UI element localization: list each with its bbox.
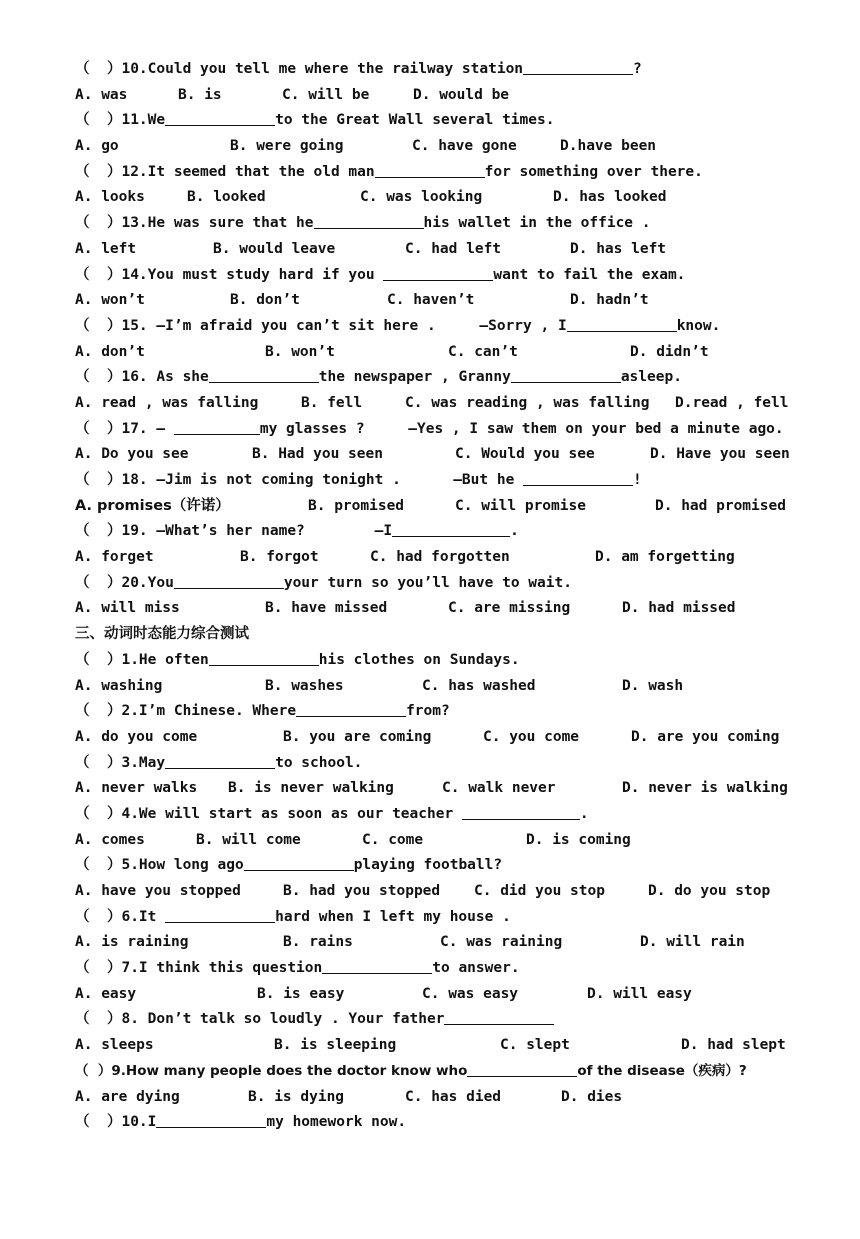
answer-blank[interactable] (444, 1008, 554, 1025)
question-text: my glasses ? —Yes , I saw them on your bed a minute ago. (259, 420, 784, 437)
option-c[interactable]: C. was looking (360, 189, 483, 206)
option-b[interactable]: B. rains (283, 934, 353, 951)
answer-blank[interactable] (165, 906, 275, 923)
worksheet (75, 57, 835, 1136)
option-a[interactable]: A. Do you see (75, 446, 189, 463)
option-a[interactable]: A. was (75, 86, 128, 103)
answer-blank[interactable] (165, 109, 275, 126)
question-text: （ ）13.He was sure that he (75, 215, 314, 232)
option-a[interactable]: A. promises（许诺） (75, 497, 230, 514)
question-text: my homework now. (266, 1114, 407, 1131)
question-text: （ ）14.You must study hard if you (75, 266, 384, 283)
options-line (75, 185, 835, 211)
option-d[interactable]: D. is coming (526, 831, 631, 848)
option-b[interactable]: B. would leave (213, 240, 336, 257)
question-text: （ ）9.How many people does the doctor know who (75, 1062, 468, 1079)
answer-blank[interactable] (523, 58, 633, 75)
answer-blank[interactable] (467, 1060, 577, 1077)
question-text: （ ）18. —Jim is not coming tonight . —But he (75, 472, 524, 488)
answer-blank[interactable] (209, 649, 319, 666)
option-d[interactable]: D. had slept (681, 1037, 786, 1054)
question-line (75, 519, 835, 545)
option-d[interactable]: D. never is walking (622, 780, 788, 797)
option-a[interactable]: A. will miss (75, 600, 180, 617)
option-b[interactable]: B. have missed (265, 600, 388, 617)
question-text: playing football? (353, 857, 503, 874)
answer-blank[interactable] (375, 161, 485, 178)
option-c[interactable]: C. come (362, 831, 424, 848)
option-a[interactable]: A. looks (75, 189, 145, 206)
question-line (75, 263, 835, 289)
option-b[interactable]: B. don’t (230, 292, 300, 309)
option-a[interactable]: A. never walks (75, 780, 198, 797)
options-line (75, 391, 835, 417)
option-c[interactable]: C. will be (282, 86, 370, 103)
options-line (75, 442, 835, 468)
option-a[interactable]: A. left (75, 240, 137, 257)
option-c[interactable]: C. had forgotten (370, 549, 510, 566)
question-text: the newspaper , Granny (318, 369, 511, 386)
option-d[interactable]: D.have been (560, 138, 657, 155)
answer-blank[interactable] (209, 366, 319, 383)
answer-blank[interactable] (174, 418, 260, 435)
options-line (75, 237, 835, 263)
option-b[interactable]: B. is (178, 86, 222, 103)
question-line (75, 1110, 835, 1136)
question-text: asleep. (620, 369, 682, 386)
option-c[interactable]: C. was raining (440, 934, 563, 951)
options-line (75, 596, 835, 622)
options-line (75, 1033, 835, 1059)
option-c[interactable]: C. have gone (412, 138, 517, 155)
question-line (75, 956, 835, 982)
question-line (75, 571, 835, 597)
option-d[interactable]: D. has looked (553, 189, 667, 206)
question-line (75, 1059, 835, 1085)
options-line (75, 1085, 835, 1111)
answer-blank[interactable] (174, 572, 284, 589)
question-line (75, 751, 835, 777)
option-d[interactable]: D. hadn’t (570, 292, 649, 309)
option-d[interactable]: D. do you stop (648, 883, 771, 899)
options-line (75, 982, 835, 1008)
question-text: （ ）15. —I’m afraid you can’t sit here . —Sorry , I (75, 317, 567, 334)
options-line (75, 930, 835, 956)
option-a[interactable]: A. won’t (75, 292, 145, 309)
option-c[interactable]: C. will promise (455, 497, 586, 514)
answer-blank[interactable] (314, 212, 424, 229)
options-line (75, 494, 835, 520)
option-b[interactable]: B. will come (196, 831, 301, 848)
option-d[interactable]: D. will easy (587, 985, 692, 1002)
options-line (75, 776, 835, 802)
option-c[interactable]: C. has died (405, 1088, 502, 1105)
question-text: ! (633, 472, 642, 488)
answer-blank[interactable] (244, 854, 354, 871)
answer-blank[interactable] (511, 366, 621, 383)
section-heading: 三、动词时态能力综合测试 (75, 626, 249, 643)
question-text: （ ）2.I’m Chinese. Where (75, 703, 297, 720)
option-d[interactable]: D. will rain (640, 934, 745, 951)
answer-blank[interactable] (296, 700, 406, 717)
options-line (75, 879, 835, 905)
question-line (75, 905, 835, 931)
option-b[interactable]: B. washes (265, 677, 344, 694)
question-text: （ ）3.May (75, 754, 166, 771)
option-a[interactable]: A. don’t (75, 343, 145, 360)
option-d[interactable]: D. would be (413, 86, 510, 103)
question-text: of the disease（疾病）? (577, 1062, 747, 1079)
option-b[interactable]: B. won’t (265, 343, 335, 360)
option-c[interactable]: C. are missing (448, 600, 571, 617)
question-line (75, 468, 835, 494)
option-d[interactable]: D. dies (561, 1088, 623, 1105)
option-b[interactable]: B. you are coming (283, 728, 432, 745)
question-line (75, 365, 835, 391)
question-text: （ ）12.It seemed that the old man (75, 163, 375, 180)
option-b[interactable]: B. looked (187, 189, 266, 206)
answer-blank[interactable] (523, 469, 633, 486)
question-text: （ ）4.We will start as soon as our teacher (75, 805, 462, 822)
question-text: （ ）19. —What’s her name? —I (75, 523, 393, 540)
question-text: his clothes on Sundays. (318, 651, 520, 668)
answer-blank[interactable] (322, 957, 432, 974)
option-b[interactable]: B. is easy (257, 985, 345, 1002)
option-a[interactable]: A. washing (75, 677, 163, 694)
option-d[interactable]: D. didn’t (630, 343, 709, 360)
option-c[interactable]: C. you come (483, 728, 580, 745)
question-text: to answer. (432, 960, 520, 977)
option-b[interactable]: B. had you stopped (283, 883, 441, 899)
option-d[interactable]: D. are you coming (631, 728, 780, 745)
option-c[interactable]: C. slept (500, 1037, 570, 1054)
question-text: . (510, 523, 519, 540)
question-line (75, 314, 835, 340)
question-text: （ ）8. Don’t talk so loudly . Your father (75, 1011, 445, 1028)
option-a[interactable]: A. read , was falling (75, 394, 259, 411)
option-a[interactable]: A. easy (75, 985, 137, 1002)
question-text: to school. (275, 754, 363, 771)
option-c[interactable]: C. did you stop (474, 883, 605, 899)
option-d[interactable]: D. am forgetting (595, 549, 735, 566)
options-line (75, 134, 835, 160)
option-c[interactable]: C. had left (405, 240, 502, 257)
options-line (75, 828, 835, 854)
option-b[interactable]: B. is sleeping (274, 1037, 397, 1054)
option-d[interactable]: D. had missed (622, 600, 736, 617)
question-text: （ ）11.We (75, 112, 166, 129)
options-line (75, 545, 835, 571)
question-text: （ ）5.How long ago (75, 857, 244, 874)
question-text: want to fail the exam. (493, 266, 686, 283)
question-text: hard when I left my house . (275, 908, 511, 925)
question-text: （ ）10.Could you tell me where the railway station (75, 61, 524, 77)
question-text: his wallet in the office . (423, 215, 651, 232)
answer-blank[interactable] (392, 520, 510, 537)
question-text: to the Great Wall several times. (275, 112, 555, 129)
question-line (75, 648, 835, 674)
answer-blank[interactable] (156, 1111, 266, 1128)
question-line (75, 802, 835, 828)
option-c[interactable]: C. can’t (448, 343, 518, 360)
option-a[interactable]: A. forget (75, 549, 154, 566)
option-c[interactable]: C. walk never (442, 780, 556, 797)
option-c[interactable]: C. was easy (422, 985, 519, 1002)
option-a[interactable]: A. sleeps (75, 1037, 154, 1054)
question-text: （ ）16. As she (75, 369, 209, 386)
question-text: （ ）17. — (75, 420, 174, 437)
question-line (75, 108, 835, 134)
option-a[interactable]: A. is raining (75, 934, 189, 951)
option-d[interactable]: D. wash (622, 677, 684, 694)
question-line (75, 57, 835, 83)
question-text: for something over there. (484, 163, 703, 180)
option-b[interactable]: B. Had you seen (252, 446, 383, 463)
question-text: （ ）1.He often (75, 651, 209, 668)
option-c[interactable]: C. haven’t (387, 292, 475, 309)
question-text: ? (633, 61, 642, 77)
option-c[interactable]: C. Would you see (455, 446, 595, 463)
question-line (75, 211, 835, 237)
option-b[interactable]: B. fell (301, 394, 363, 411)
option-a[interactable]: A. are dying (75, 1088, 180, 1105)
option-a[interactable]: A. do you come (75, 728, 198, 745)
option-b[interactable]: B. is never walking (228, 780, 394, 797)
options-line (75, 83, 835, 109)
question-line (75, 1007, 835, 1033)
options-line (75, 725, 835, 751)
question-text: your turn so you’ll have to wait. (283, 574, 572, 591)
question-line (75, 699, 835, 725)
option-a[interactable]: A. go (75, 138, 119, 155)
question-text: （ ）20.You (75, 574, 174, 591)
answer-blank[interactable] (567, 315, 677, 332)
option-b[interactable]: B. promised (308, 497, 405, 514)
options-line (75, 288, 835, 314)
question-line (75, 853, 835, 879)
answer-blank[interactable] (165, 752, 275, 769)
option-a[interactable]: A. comes (75, 831, 145, 848)
answer-blank[interactable] (383, 264, 493, 281)
option-c[interactable]: C. has washed (422, 677, 536, 694)
question-line (75, 160, 835, 186)
option-d[interactable]: D. had promised (655, 497, 786, 514)
question-text: know. (676, 317, 721, 334)
option-b[interactable]: B. is dying (248, 1088, 345, 1105)
question-text: from? (406, 703, 450, 720)
options-line (75, 674, 835, 700)
option-b[interactable]: B. forgot (240, 549, 319, 566)
option-d[interactable]: D. has left (570, 240, 667, 257)
option-d[interactable]: D.read , fell (675, 394, 789, 411)
question-text: （ ）10.I (75, 1114, 157, 1131)
question-text: . (579, 805, 589, 822)
answer-blank[interactable] (462, 803, 580, 820)
option-a[interactable]: A. have you stopped (75, 883, 241, 899)
option-d[interactable]: D. Have you seen (650, 446, 790, 463)
question-text: （ ）7.I think this question (75, 960, 323, 977)
options-line (75, 340, 835, 366)
option-b[interactable]: B. were going (230, 138, 344, 155)
option-c[interactable]: C. was reading , was falling (405, 394, 650, 411)
question-line (75, 417, 835, 443)
question-text: （ ）6.It (75, 908, 166, 925)
